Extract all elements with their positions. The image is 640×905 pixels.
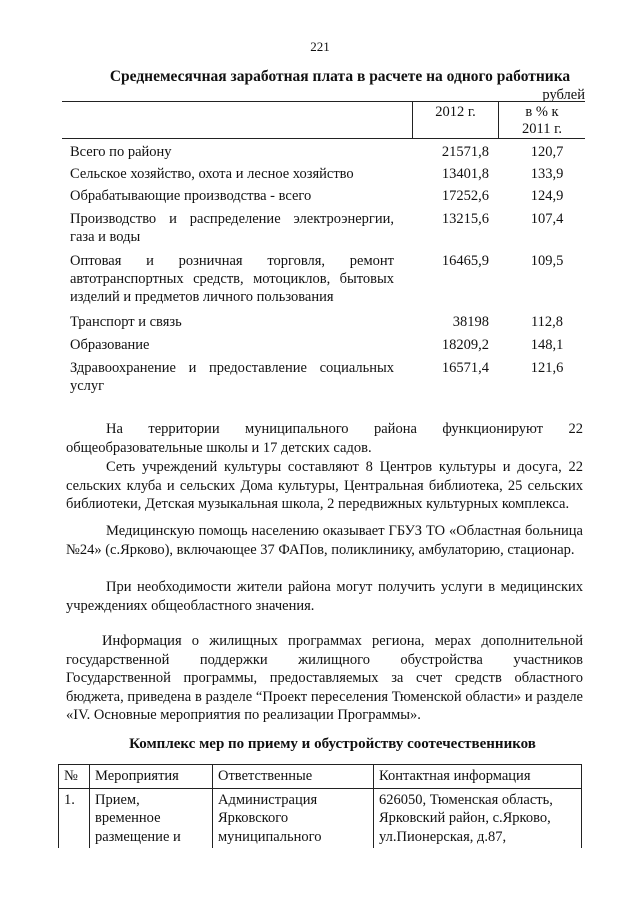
row-value-pct: 124,9 xyxy=(530,188,564,204)
measures-table xyxy=(58,764,582,848)
salary-col-pct-line1: в % к xyxy=(525,104,559,120)
paragraph-regional-services: При необходимости жители района могут получить услуги в медицинских учреждениях общеобластного значения. xyxy=(66,579,583,614)
row-value-2012: 13401,8 xyxy=(441,166,489,182)
row-value-2012: 21571,8 xyxy=(441,144,489,160)
salary-table-title: Среднемесячная заработная плата в расчете на одного работника xyxy=(109,68,571,85)
paragraph-housing-info: Информация о жилищных программах региона, мерах дополнительной государственной поддержки жилищного обустройства участников Государственной программы, предоставляемых за счет средств областного бюджета, приведена в разделе “Проект переселения Тюменской области» и разделе «IV. Основные мероприятия по реализации Программы». xyxy=(66,633,583,723)
row-name: Оптовая и розничная торговля, ремонт автотранспортных средств, мотоциклов, бытовых изделий и предметов личного пользования xyxy=(70,253,394,305)
row-value-pct: 120,7 xyxy=(530,144,564,160)
row-value-pct: 109,5 xyxy=(530,253,564,269)
salary-col-pct-line2: 2011 г. xyxy=(521,121,563,137)
table-header-row xyxy=(59,765,582,789)
salary-col-year: 2012 г. xyxy=(435,104,476,120)
row-name: Транспорт и связь xyxy=(70,314,182,330)
paragraph-culture: Сеть учреждений культуры составляют 8 Центров культуры и досуга, 22 сельских клуба и сельских Дома культуры, Центральная библиотека, 25 сельских библиотеки, Детская музыкальная школа, 2 передвижных культурных комплекса. xyxy=(66,459,583,512)
paragraph-schools: На территории муниципального района функционируют 22 общеобразовательные школы и 17 детских садов. xyxy=(66,421,583,456)
cell-number: 1. xyxy=(59,788,90,848)
table-row xyxy=(59,788,582,848)
page-number: 221 xyxy=(310,39,330,54)
row-value-pct: 112,8 xyxy=(530,314,564,330)
salary-table-top-rule xyxy=(62,101,585,102)
row-name: Обрабатывающие производства - всего xyxy=(70,188,312,204)
row-value-pct: 133,9 xyxy=(530,166,564,182)
row-value-pct: 107,4 xyxy=(530,211,564,227)
paragraph-medical: Медицинскую помощь населению оказывает ГБУЗ ТО «Областная больница №24» (с.Ярково), включающее 37 ФАПов, поликлинику, амбулаторию, стационар. xyxy=(66,523,583,558)
row-name: Сельское хозяйство, охота и лесное хозяйство xyxy=(70,166,354,182)
salary-table-header-rule xyxy=(62,138,585,139)
row-value-pct: 148,1 xyxy=(530,337,564,353)
col-measures: Мероприятия xyxy=(90,765,213,789)
row-value-2012: 17252,6 xyxy=(441,188,489,204)
row-value-2012: 13215,6 xyxy=(441,211,489,227)
row-name: Здравоохранение и предоставление социальных услуг xyxy=(70,360,394,394)
row-name: Производство и распределение электроэнергии, газа и воды xyxy=(70,211,394,245)
row-name: Образование xyxy=(70,337,150,353)
row-value-2012: 38198 xyxy=(452,314,489,330)
row-value-2012: 18209,2 xyxy=(441,337,489,353)
row-name: Всего по району xyxy=(70,144,172,160)
col-number: № xyxy=(59,765,90,789)
col-responsible: Ответственные xyxy=(213,765,374,789)
salary-col-pct xyxy=(499,104,585,138)
cell-measure: Прием, временное размещение и xyxy=(90,788,213,848)
salary-table-unit: рублей xyxy=(542,87,585,103)
cell-contact: 626050, Тюменская область, Ярковский район, с.Ярково, ул.Пионерская, д.87, xyxy=(374,788,582,848)
cell-responsible: Администрация Ярковского муниципального xyxy=(213,788,374,848)
col-contact: Контактная информация xyxy=(374,765,582,789)
row-value-2012: 16571,4 xyxy=(441,360,489,376)
measures-table-title: Комплекс мер по приему и обустройству соотечественников xyxy=(129,736,536,752)
row-value-2012: 16465,9 xyxy=(441,253,489,269)
row-value-pct: 121,6 xyxy=(530,360,564,376)
